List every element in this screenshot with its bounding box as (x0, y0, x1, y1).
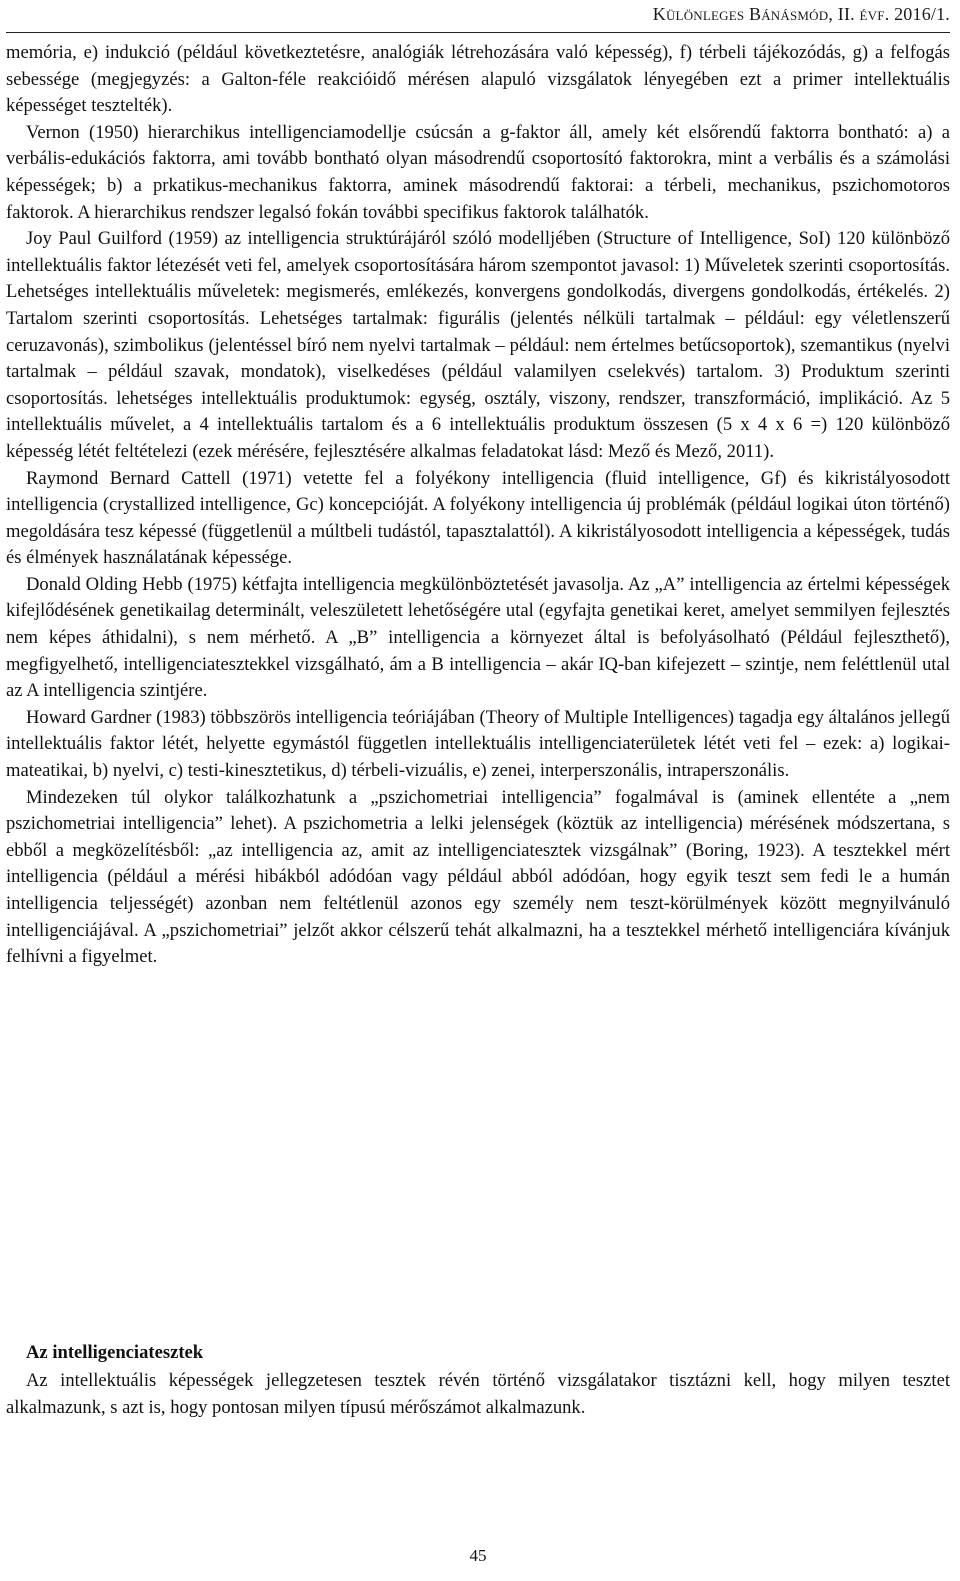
paragraph: Howard Gardner (1983) többszörös intelligencia teóriájában (Theory of Multiple Intelligences) tagadja egy általános jellegű intellektuális faktor létét, helyette egymástól független intellektuális intelligenciaterületek létét veti fel – ezek: a) logikai-mateatikai, b) nyelvi, c) testi-kinesztetikus, d) térbeli-vizuális, e) zenei, interperszonális, intraperszonális. (6, 706, 950, 782)
paragraph: memória, e) indukció (például következtetésre, analógiák létrehozására való képesség), f) térbeli tájékozódás, g) a felfogás sebessége (megjegyzés: a Galton-féle reakcióidő mérésen alapuló vizsgálatok lényegében ezt a primer intellektuális képességet tesztelték). (6, 42, 950, 117)
document-page (6, 0, 950, 1581)
page-number: 45 (469, 1546, 487, 1565)
header-rule (6, 32, 950, 33)
running-header: Különleges Bánásmód, II. évf. 2016/1. (652, 4, 950, 24)
paragraph: Donald Olding Hebb (1975) kétfajta intelligencia megkülönböztetését javasolja. Az „A” intelligencia az értelmi képességek kifejlődésének genetikailag determinált, veleszületett lehetőségére utal (egyfajta genetikai keret, amelyet semmilyen fejlesztés nem képes áthidalni), s nem mérhető. A „B” intelligencia a környezet által is befolyásolható (Például fejleszthető), megfigyelhető, intelligenciatesztekkel vizsgálható, ám a B intelligencia – akár IQ-ban kifejezett – szintje, nem feléttlenül utal az A intelligencia szintjére. (6, 573, 950, 702)
paragraph: Raymond Bernard Cattell (1971) vetette fel a folyékony intelligencia (fluid intelligence, Gf) és kikristályosodott intelligencia (crystallized intelligence, Gc) koncepcióját. A folyékony intelligencia új problémák (például logikai úton történő) megoldására tesz képessé (függetlenül a múltbeli tudástól, tapasztalattól). A kikristályosodott intelligencia a képességek, tudás és élmények használatának képessége. (6, 467, 950, 569)
paragraph: Vernon (1950) hierarchikus intelligenciamodellje csúcsán a g-faktor áll, amely két elsőrendű faktorra bontható: a) a verbális-edukációs faktorra, ami tovább bontható olyan másodrendű csoportosító faktorokra, mint a verbális és a számolási képességek; b) a prkatikus-mechanikus faktorra, aminek másodrendű faktorai: a térbeli, mechanikus, pszichomotoros faktorok. A hierarchikus rendszer legalsó fokán további specifikus faktorok találhatók. (6, 121, 950, 223)
body-text (6, 40, 950, 971)
section-paragraph: Az intellektuális képességek jellegzetesen tesztek révén történő vizsgálatakor tisztázni kell, hogy milyen tesztet alkalmazunk, s azt is, hogy pontosan milyen típusú mérőszámot alkalmazunk. (6, 1370, 950, 1418)
section-heading: Az intelligenciatesztek (26, 1342, 204, 1363)
paragraph: Mindezeken túl olykor találkozhatunk a „pszichometriai intelligencia” fogalmával is (aminek ellentéte a „nem pszichometriai intelligencia” lehet). A pszichometria a lelki jelenségek (köztük az intelligencia) mérésének módszertana, s ebből a megközelítésből: „az intelligencia az, amit az intelligenciatesztek vizsgálnak” (Boring, 1923). A tesztekkel mért intelligencia (például a mérési hibákból adódóan vagy például abból adódóan, hogy egyik teszt sem fedi le a humán intelligencia teljességét) azonban nem feltétlenül azonos egy személy nem teszt-körülmények között megnyilvánuló intelligenciájával. A „pszichometriai” jelzőt akkor célszerű tehát alkalmazni, ha a tesztekkel mérhető intelligenciára kívánjuk felhívni a figyelmet. (6, 786, 950, 968)
paragraph: Joy Paul Guilford (1959) az intelligencia struktúrájáról szóló modelljében (Structure of Intelligence, SoI) 120 különböző intellektuális faktor létezését veti fel, amelyek csoportosítására három szempontot javasol: 1) Műveletek szerinti csoportosítás. Lehetséges intellektuális műveletek: megismerés, emlékezés, konvergens gondolkodás, divergens gondolkodás, értékelés. 2) Tartalom szerinti csoportosítás. Lehetséges tartalmak: figurális (jelentés nélküli tartalmak – például: egy véletlenszerű ceruzavonás), szimbolikus (jelentéssel bíró nem nyelvi tartalmak – például: nem értelmes betűcsoportok), szemantikus (nyelvi tartalmak – például szavak, mondatok), viselkedéses (például valamilyen cselekvés) tartalom. 3) Produktum szerinti csoportosítás. lehetséges intellektuális produktumok: egység, osztály, viszony, rendszer, transzformáció, implikáció. Az 5 intellektuális művelet, a 4 intellektuális tartalom és a 6 intellektuális produktum összesen (5 x 4 x 6 =) 120 különböző képesség létét feltételezi (ezek mérésére, fejlesztésére alkalmas feladatokat lásd: Mező és Mező, 2011). (6, 228, 950, 462)
